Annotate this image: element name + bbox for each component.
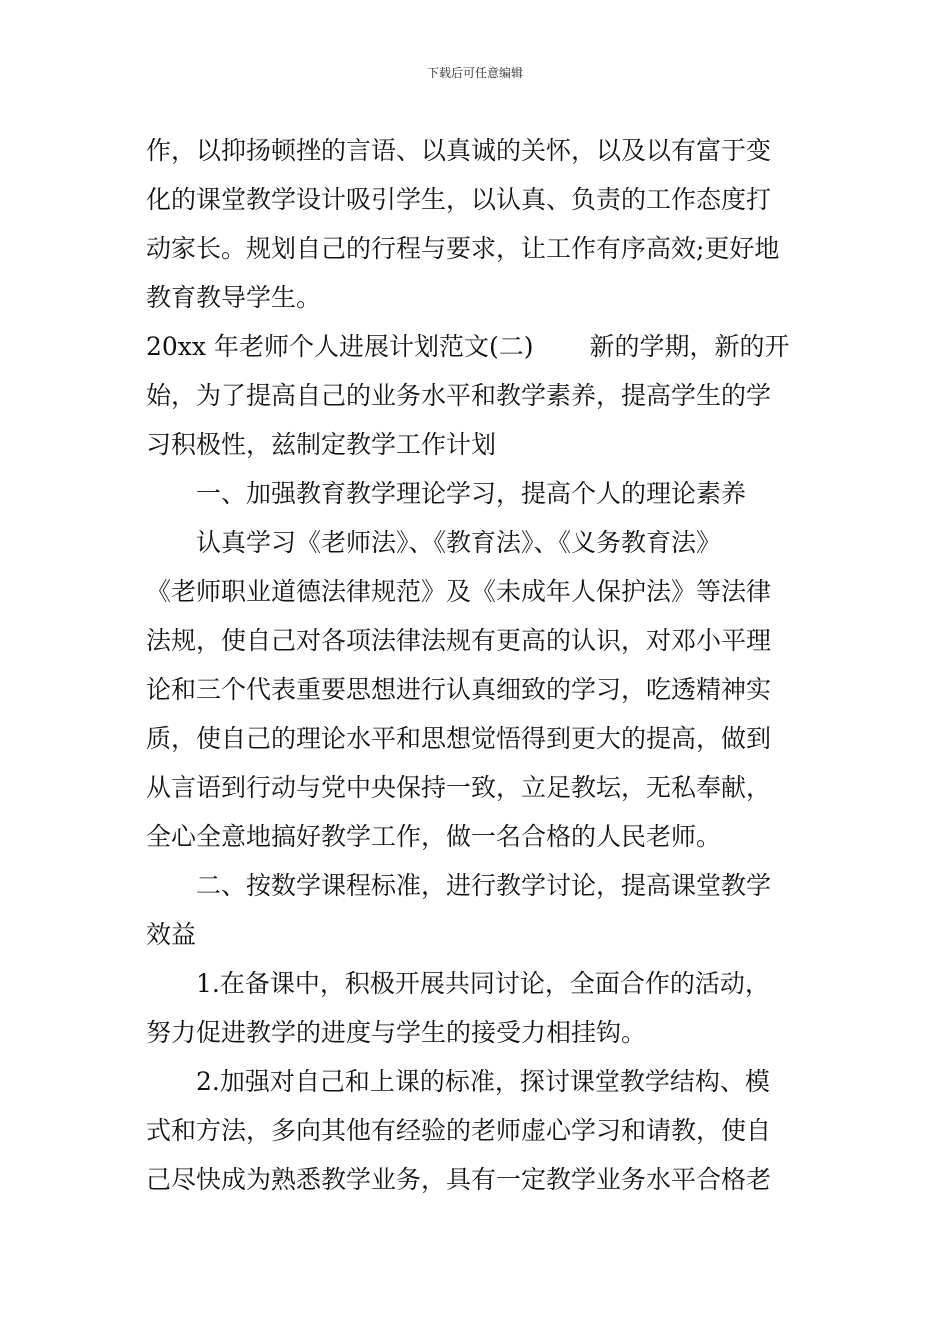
text-line: 动家长。规划自己的行程与要求，让工作有序高效;更好地 xyxy=(146,234,780,263)
text-line: 式和方法，多向其他有经验的老师虚心学习和请教，使自 xyxy=(146,1116,772,1145)
text-line: 从言语到行动与党中央保持一致，立足教坛，无私奉献， xyxy=(146,773,772,802)
text-line: 认真学习《老师法》、《教育法》、《义务教育法》 xyxy=(146,528,722,557)
text-line: 《老师职业道德法律规范》及《未成年人保护法》等法律 xyxy=(146,577,772,606)
page-header: 下载后可任意编辑 xyxy=(426,66,523,80)
text-line: 法规，使自己对各项法律法规有更高的认识，对邓小平理 xyxy=(146,626,772,655)
text-line: 质，使自己的理论水平和思想觉悟得到更大的提高，做到 xyxy=(146,724,772,753)
text-line: 全心全意地搞好教学工作，做一名合格的人民老师。 xyxy=(146,822,722,851)
text-line: 教育教导学生。 xyxy=(146,283,322,312)
section-heading: 二、按数学课程标准，进行教学讨论，提高课堂教学 xyxy=(146,871,772,900)
text-line: 化的课堂教学设计吸引学生，以认真、负责的工作态度打 xyxy=(146,185,772,214)
section-title: 20xx 年老师个人进展计划范文(二) xyxy=(146,332,534,361)
text-line: 论和三个代表重要思想进行认真细致的学习，吃透精神实 xyxy=(146,675,772,704)
text-line: 努力促进教学的进度与学生的接受力相挂钩。 xyxy=(146,1018,647,1047)
text-line: 作，以抑扬顿挫的言语、以真诚的关怀，以及以有富于变 xyxy=(146,136,772,165)
text-line: 习积极性，兹制定教学工作计划 xyxy=(146,430,497,459)
document-body xyxy=(146,126,806,1204)
text-fragment: 新的学期，新的开 xyxy=(589,332,790,361)
text-line: 效益 xyxy=(146,920,197,949)
section-title-line xyxy=(146,322,806,371)
list-item-line: 2.加强对自己和上课的标准，探讨课堂教学结构、模 xyxy=(146,1067,770,1096)
list-item-line: 1.在备课中，积极开展共同讨论，全面合作的活动， xyxy=(146,969,770,998)
text-line: 始，为了提高自己的业务水平和教学素养，提高学生的学 xyxy=(146,381,772,410)
text-line: 己尽快成为熟悉教学业务，具有一定教学业务水平合格老 xyxy=(146,1165,772,1194)
section-heading: 一、加强教育教学理论学习，提高个人的理论素养 xyxy=(146,479,747,508)
